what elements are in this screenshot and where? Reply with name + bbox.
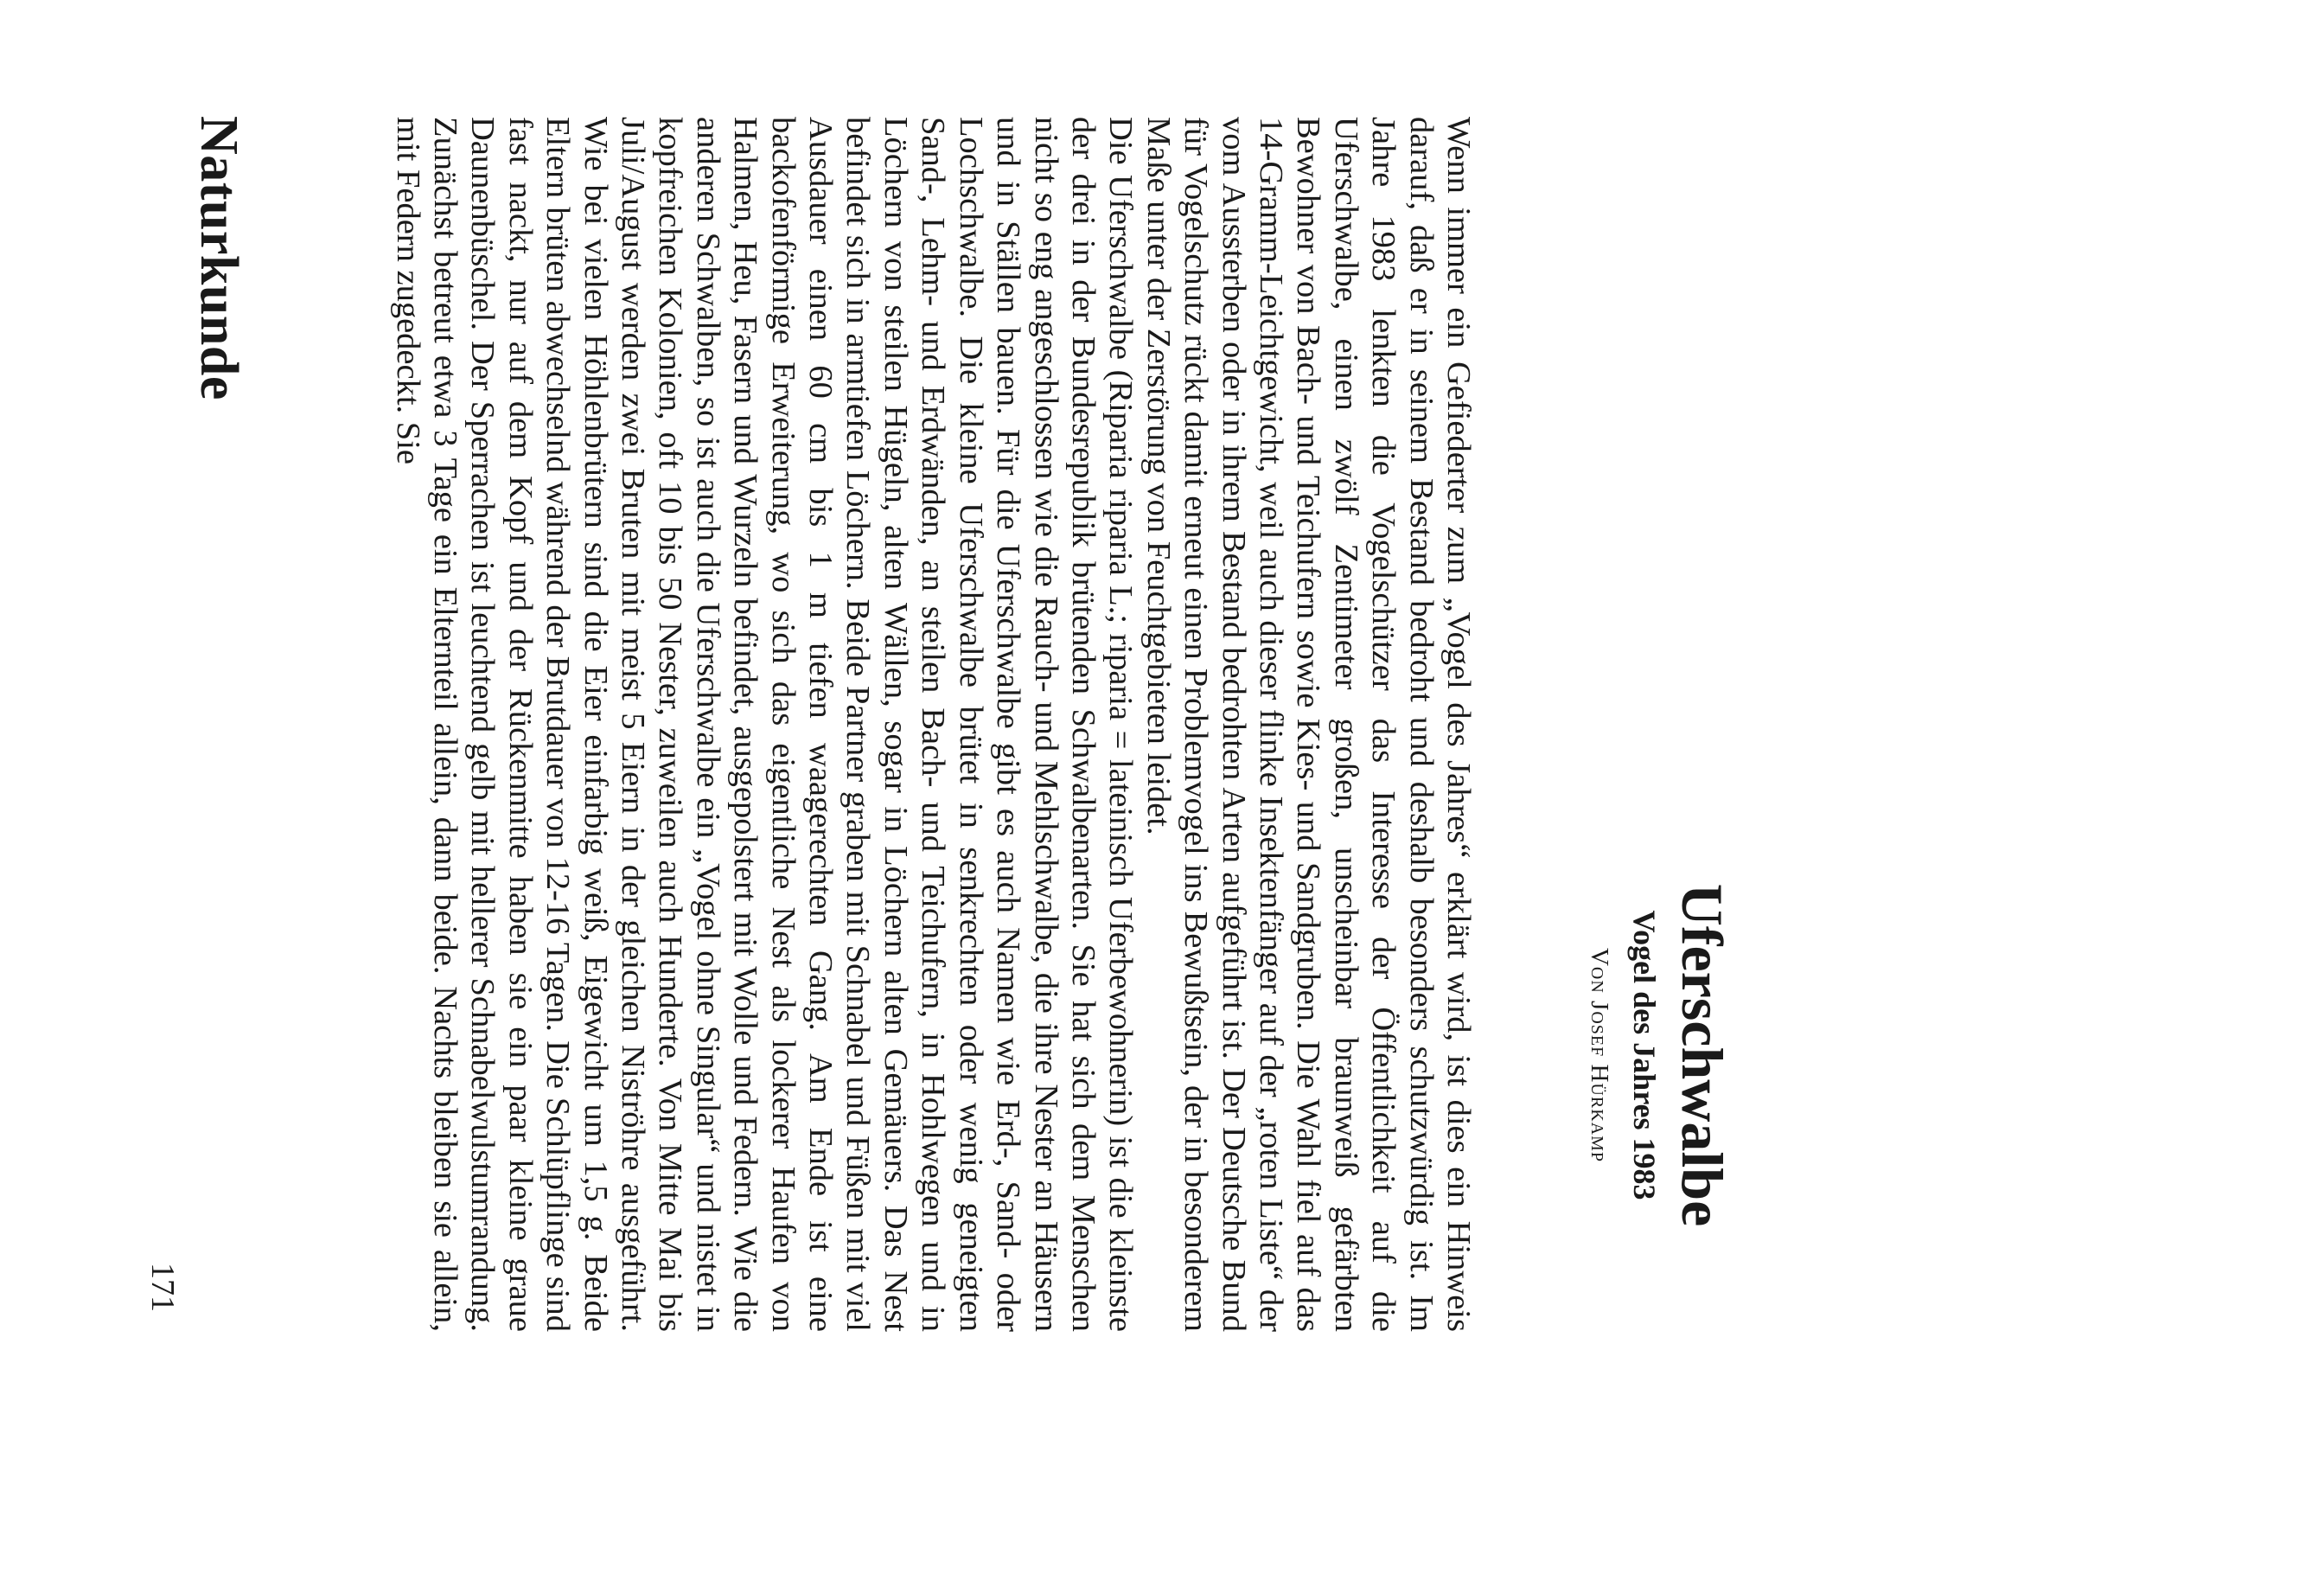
article-body xyxy=(388,117,1477,1332)
page-number: 171 xyxy=(144,1263,181,1312)
section-title: Naturkunde xyxy=(189,116,248,400)
article-byline: Von Josef Hürkamp xyxy=(1586,947,1613,1163)
body-paragraph: Die Uferschwalbe (Riparia riparia L.; riparia = lateinisch Uferbewohnerin) ist die kleinste der drei in der Bundesrepublik brütenden Schwalbenarten. Sie hat sich dem Menschen nicht so eng angeschlossen wie die Rauch- und Mehlschwalbe, die ihre Nester an Häusern und in Ställen bauen. Für die Uferschwalbe gibt es auch Namen wie Erd-, Sand- oder Lochschwalbe. Die kleine Uferschwalbe brütet in senkrechten oder wenig geneigten Sand-, Lehm- und Erdwänden, an steilen Bach- und Teichufern, in Hohlwegen und in Löchern von steilen Hügeln, alten Wällen, sogar in Löchern alten Gemäuers. Das Nest befindet sich in armtiefen Löchern. Beide Partner graben mit Schnabel und Füßen mit viel Ausdauer einen 60 cm bis 1 m tiefen waagerechten Gang. Am Ende ist eine backofenförmige Erweiterung, wo sich das eigentliche Nest als lockerer Haufen von Halmen, Heu, Fasern und Wurzeln befindet, ausgepolstert mit Wolle und Federn. Wie die anderen Schwalben, so ist auch die Uferschwalbe ein „Vogel ohne Singular“ und nistet in kopfreichen Kolonien, oft 10 bis 50 Nester, zuweilen auch Hunderte. Von Mitte Mai bis Juli/August werden zwei Bruten mit meist 5 Eiern in der gleichen Niströhre ausgeführt. Wie bei vielen Höhlenbrütern sind die Eier einfarbig weiß, Eigewicht um 1,5 g. Beide Eltern brüten abwechselnd während der Brutdauer von 12-16 Tagen. Die Schlüpflinge sind fast nackt, nur auf dem Kopf und der Rückenmitte haben sie ein paar kleine graue Daunenbüschel. Der Sperrachen ist leuchtend gelb mit hellerer Schnabelwulstumrandung. Zunächst betreut etwa 3 Tage ein Elternteil allein, dann beide. Nachts bleiben sie allein, mit Federn zugedeckt. Sie xyxy=(389,117,1140,1332)
article-title: Uferschwalbe xyxy=(1670,883,1735,1227)
article-subtitle: Vogel des Jahres 1983 xyxy=(1627,910,1662,1200)
body-paragraph: Wenn immer ein Gefiederter zum „Vogel des Jahres“ erklärt wird, ist dies ein Hinweis darauf, daß er in seinem Bestand bedroht und deshalb besonders schutzwürdig ist. Im Jahre 1983 lenkten die Vogelschützer das Interesse der Öffentlichkeit auf die Uferschwalbe, einen zwölf Zentimeter großen, unscheinbar braunweiß gefärbten Bewohner von Bach- und Teichufern sowie Kies- und Sandgruben. Die Wahl fiel auf das 14-Gramm-Leichtgewicht, weil auch dieser flinke Insektenfänger auf der „roten Liste“ der vom Aussterben oder in ihrem Bestand bedrohten Arten aufgeführt ist. Der Deutsche Bund für Vogelschutz rückt damit erneut einen Problemvogel ins Bewußtsein, der in besonderem Maße unter der Zerstörung von Feuchtgebieten leidet. xyxy=(1140,117,1477,1332)
article-header xyxy=(1585,536,1736,1574)
